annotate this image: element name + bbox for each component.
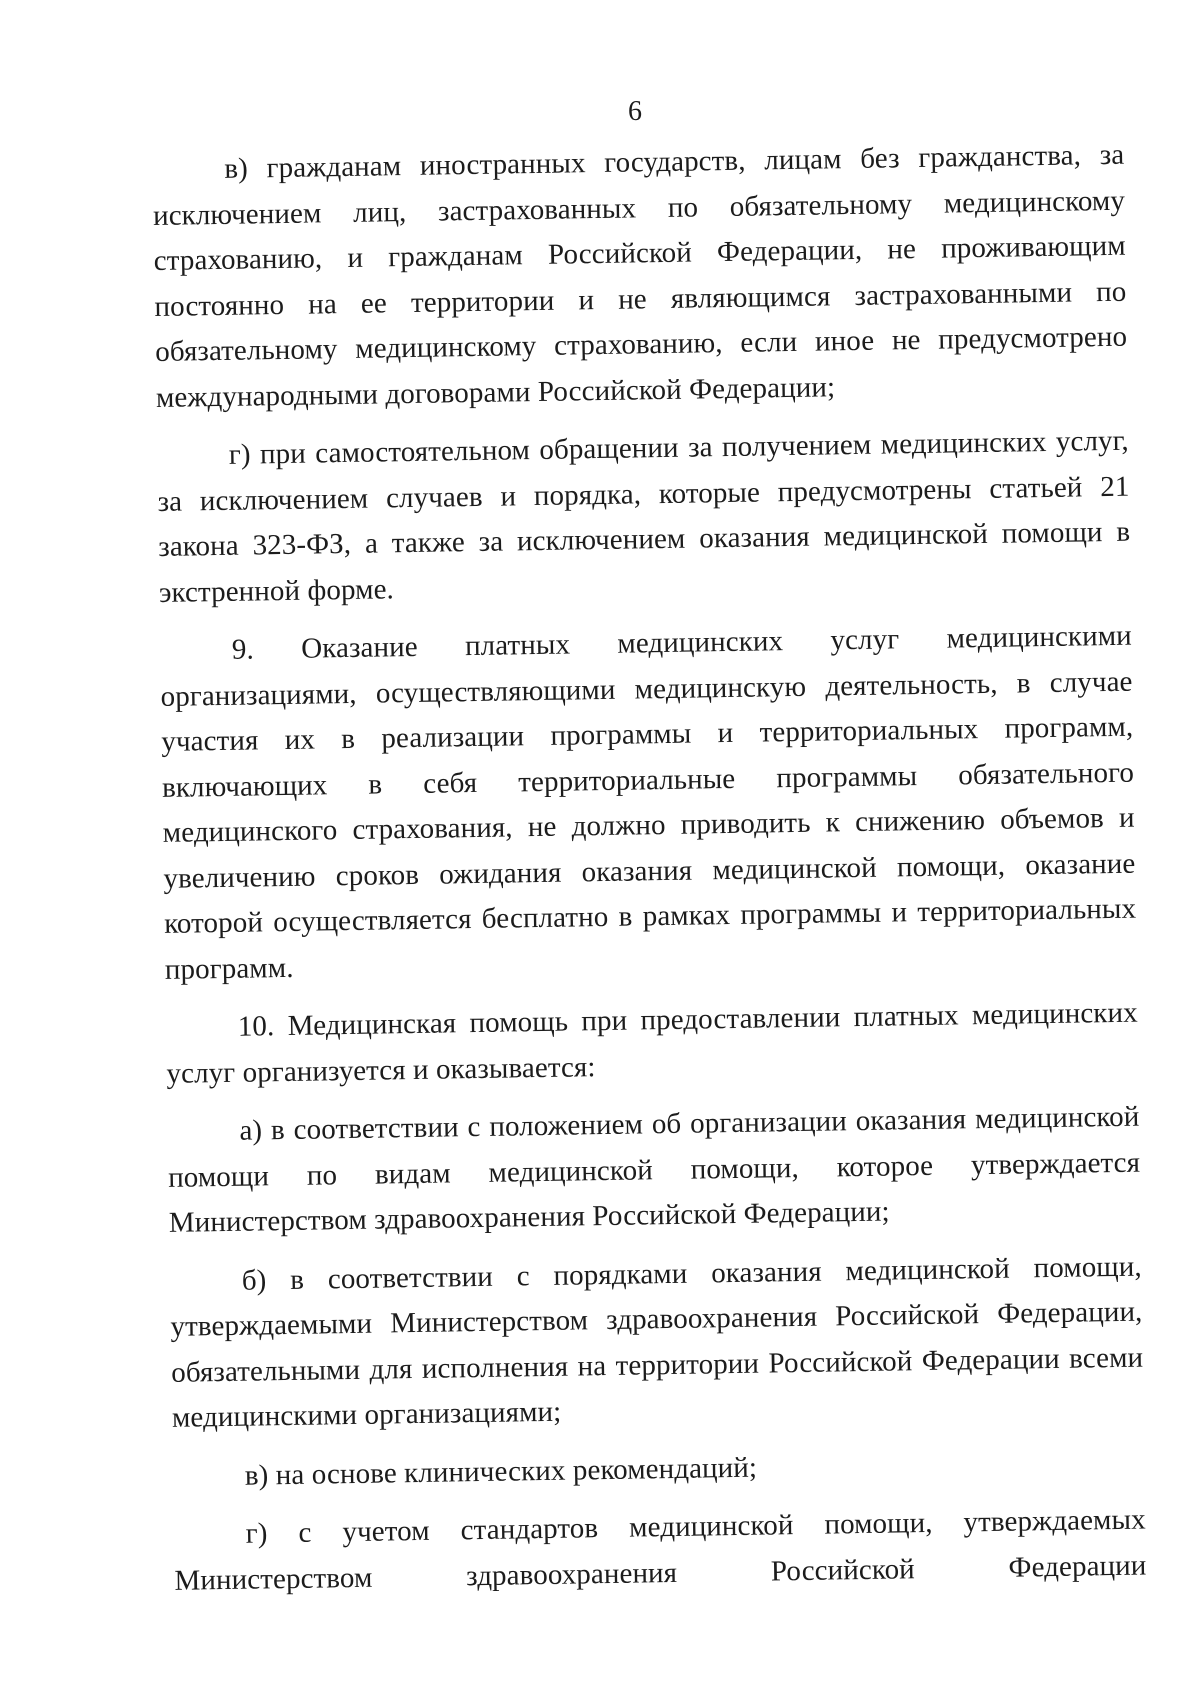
paragraph-g-self-referral: г) при самостоятельном обращении за получением медицинских услуг, за исключением случаев и порядка, которые предусмотрены статьей 21 закона 323-ФЗ, а также за исключением оказания медицинской помощи в экстренной форме. — [157, 424, 1131, 609]
paragraph-a-regulation: а) в соответствии с положением об организации оказания медицинской помощи по видам медицинской помощи, которое утверждается Министерством здравоохранения Российской Федерации; — [167, 1100, 1141, 1239]
paragraph-v-clinical-guidelines: в) на основе клинических рекомендаций; — [244, 1451, 758, 1492]
paragraph-10-medical-aid: 10. Медицинская помощь при предоставлении платных медицинских услуг организуется и оказывается: — [166, 996, 1138, 1090]
paragraph-9-paid-services: 9. Оказание платных медицинских услуг медицинскими организациями, осуществляющими медицинскую деятельность, в случае участия их в реализации программы и территориальных программ, включающих в себя территориальные программы обязательного медицинского страхования, не должно приводить к снижению объемов и увеличению сроков ожидания оказания медицинской помощи, оказание которой осуществляется бесплатно в рамках программы и территориальных программ. — [160, 619, 1137, 986]
paragraph-v-foreign-citizens: в) гражданам иностранных государств, лицам без гражданства, за исключением лиц, застрахованных по обязательному медицинскому страхованию, и гражданам Российской Федерации, не проживающим постоянно на ее территории и не являющимся застрахованными по обязательному медицинскому страхованию, если иное не предусмотрено международными договорами Российской Федерации; — [152, 138, 1128, 414]
paragraph-g-standards: г) с учетом стандартов медицинской помощи, утверждаемых Министерством здравоохранения Российской Федерации — [174, 1503, 1147, 1597]
paragraph-b-procedures: б) в соответствии с порядками оказания медицинской помощи, утверждаемыми Министерством здравоохранения Российской Федерации, обязательными для исполнения на территории Российской Федерации всеми медицинскими организациями; — [170, 1250, 1144, 1434]
document-body — [152, 133, 1147, 1617]
page-number: 6 — [628, 96, 642, 127]
